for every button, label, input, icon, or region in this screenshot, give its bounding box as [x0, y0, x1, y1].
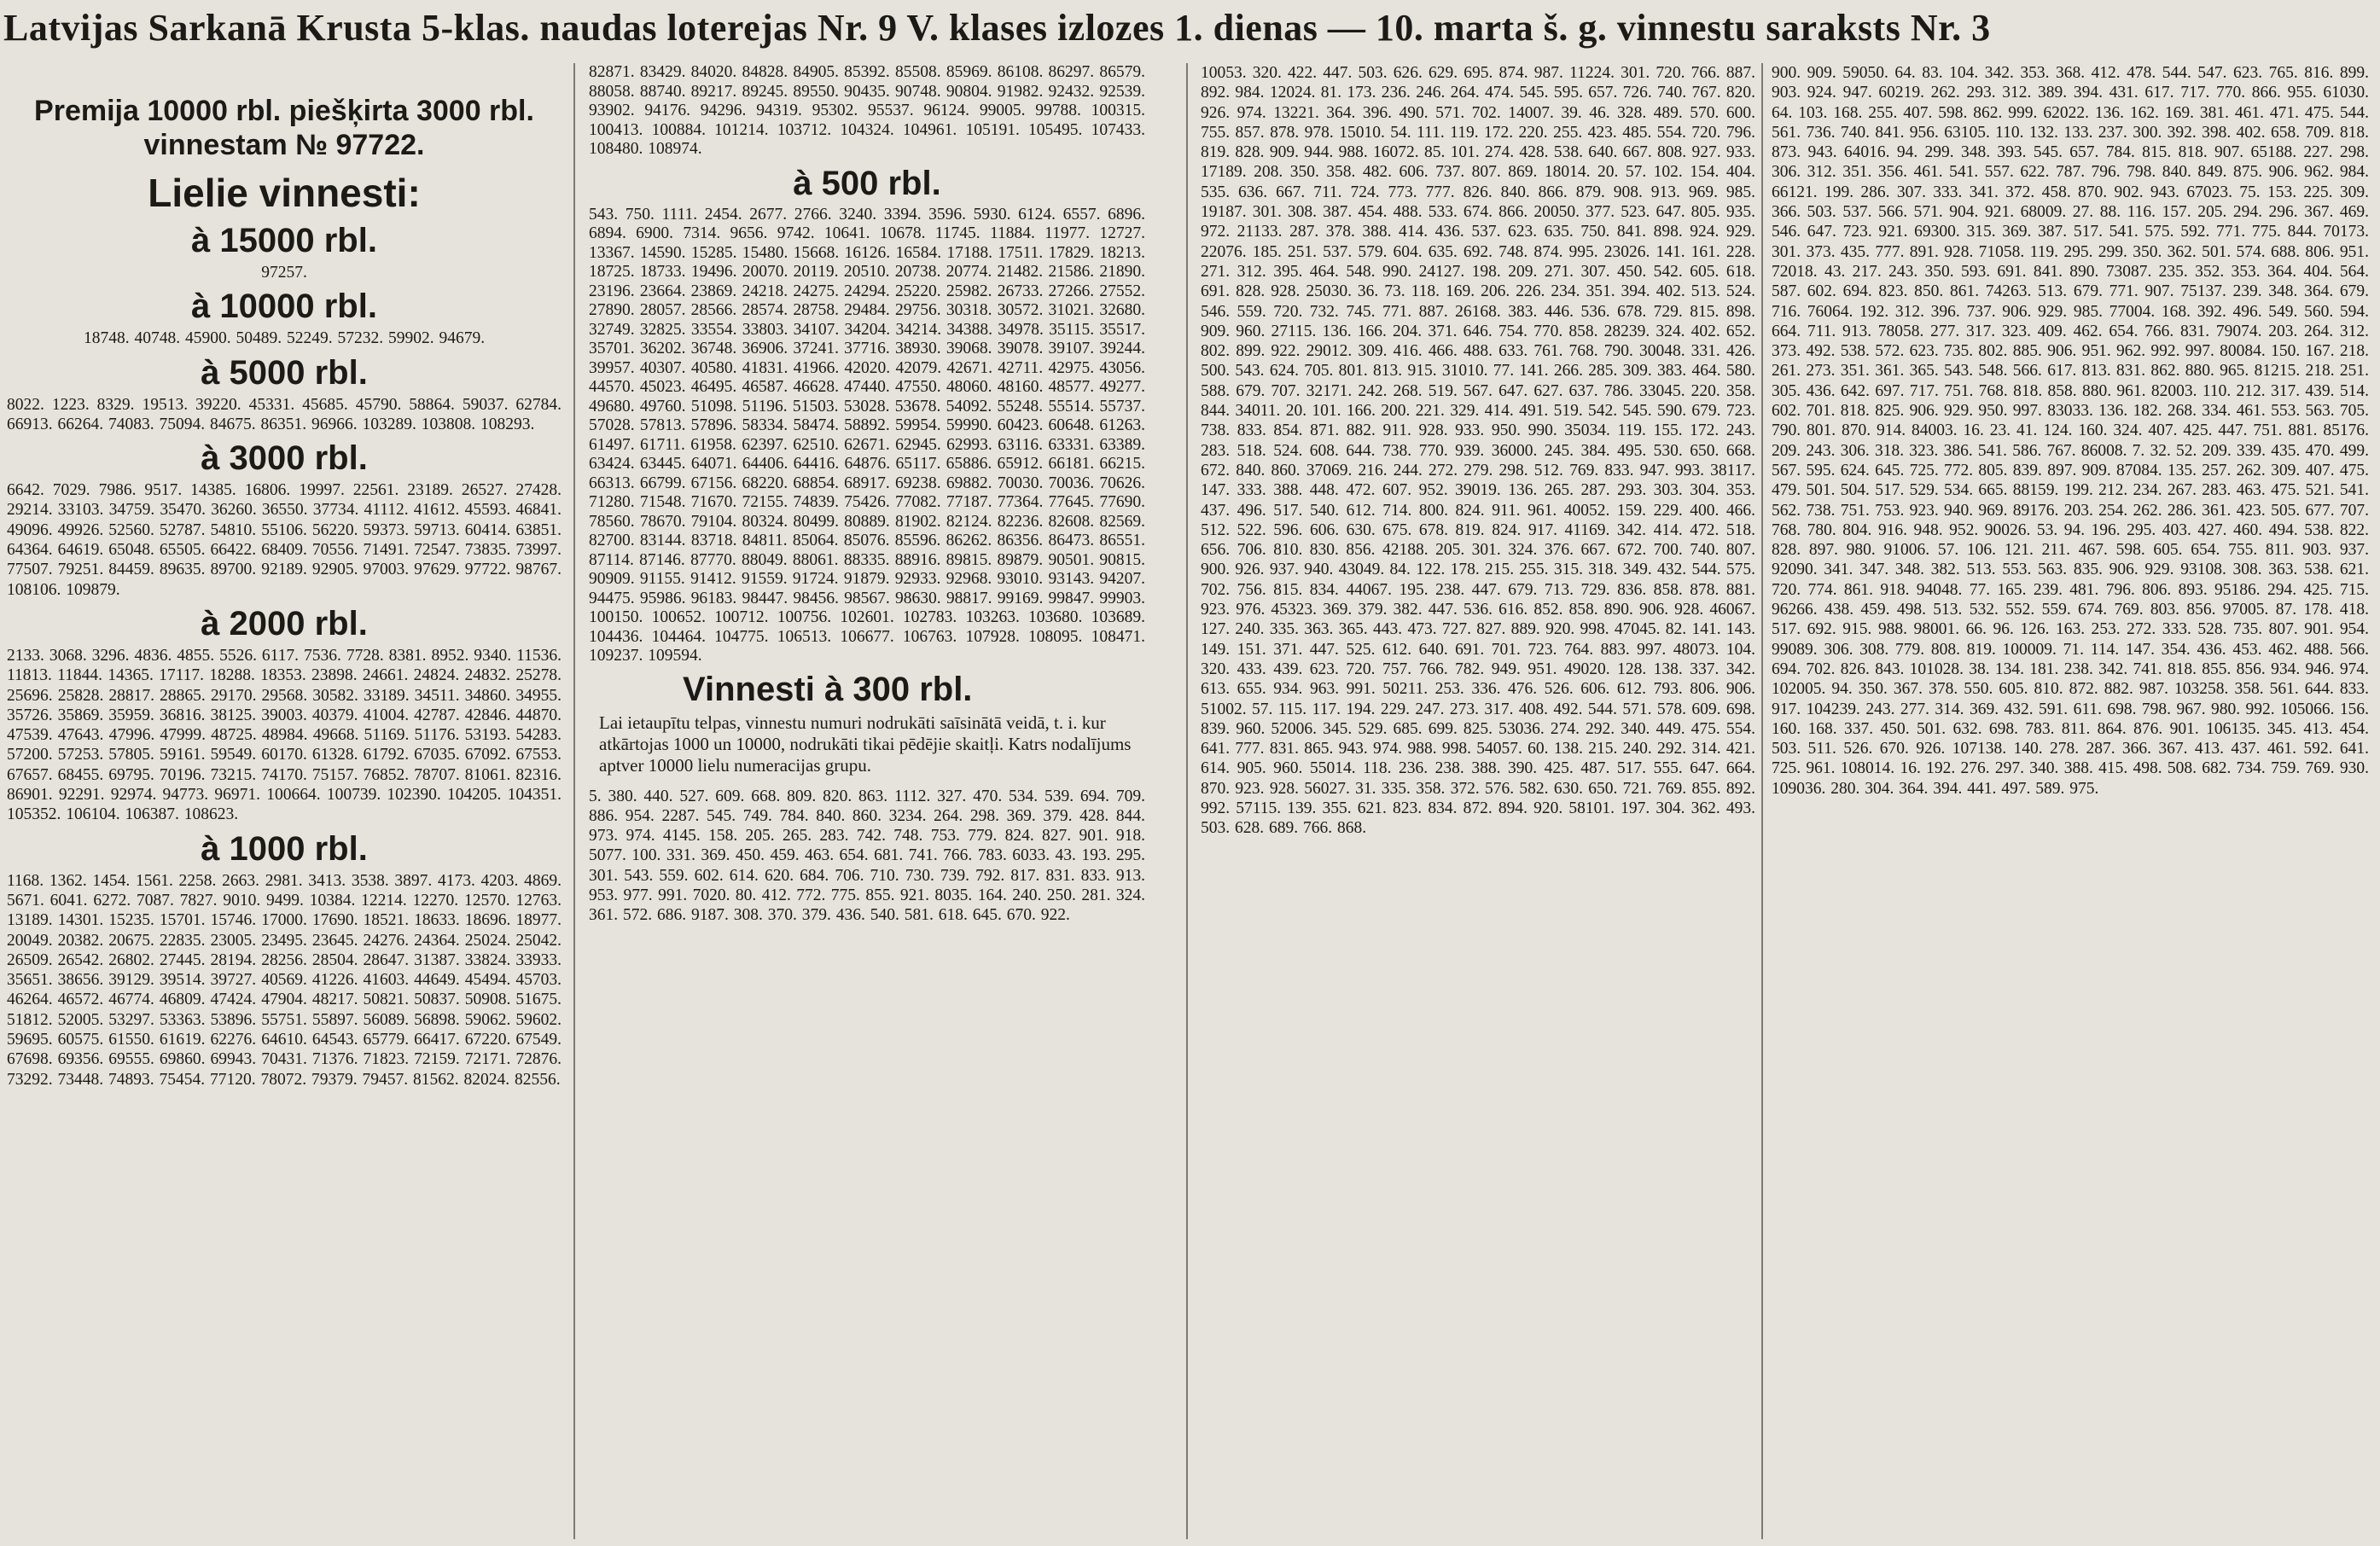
prize-numbers-2000: 2133. 3068. 3296. 4836. 4855. 5526. 6117. 7536. 7728. 8381. 8952. 9340. 11536. 11813. 11844. 14365. 17117. 18288. 18353. 23898. 24661. 24824. 24832. 25278. 25696. 25828. 28817. 28865. 29170. 29568. 30582. 33189. 34511. 34860. 34955. 35726. 35869. 35959. 36816. 38125. 39003. 40379. 41004. 42787. 42846. 44870. 47539. 47643. 47996. 47999. 48725. 48984. 49668. 51169. 51176. 53193. 54283. 57200. 57253. 57805. 59161. 59549. 60170. 61328. 61792. 67035. 67092. 67553. 67657. 68455. 69795. 70196. 73215. 74170. 75157. 76852. 78707. 81061. 82316. 86901. 92291. 92974. 94773. 96971. 100664. 100739. 102390. 104205. 104351. 105352. 106104. 106387. 108623.: [7, 646, 562, 824]
prize-numbers-15000: 97257.: [261, 264, 307, 282]
premium-notice: Premija 10000 rbl. piešķirta 3000 rbl. vinnestam № 97722.: [34, 95, 534, 161]
prize-heading-3000: à 3000 rbl.: [201, 439, 368, 478]
prize-heading-500: à 500 rbl.: [793, 164, 941, 202]
prize-numbers-500: 543. 750. 1111. 2454. 2677. 2766. 3240. 3394. 3596. 5930. 6124. 6557. 6896. 6894. 6900. 7314. 9656. 9742. 10641. 10678. 11745. 11884. 11977. 12727. 13367. 14590. 15285. 15480. 15668. 16126. 16584. 17188. 17511. 17829. 18213. 18725. 18733. 19496. 20070. 20119. 20510. 20738. 20774. 21482. 21586. 21890. 23196. 23664. 23869. 24218. 24275. 24294. 25220. 25982. 26733. 27266. 27552. 27890. 28057. 28566. 28574. 28758. 29484. 29756. 30318. 30572. 31021. 32680. 32749. 32825. 33554. 33803. 34107. 34204. 34214. 34388. 34978. 35115. 35517. 35701. 36202. 36748. 36906. 37241. 37716. 38930. 39068. 39078. 39107. 39244. 39957. 40307. 40580. 41831. 41966. 42020. 42079. 42671. 42711. 42975. 43056. 44570. 45023. 46495. 46587. 46628. 47440. 47550. 48060. 48160. 48577. 49277. 49680. 49760. 51098. 51196. 51503. 53028. 53678. 54092. 55248. 55514. 55737. 57028. 57813. 57896. 58334. 58474. 58892. 59954. 59990. 60423. 60648. 61263. 61497. 61711. 61958. 62397. 62510. 62671. 62945. 62993. 63116. 63331. 63389. 63424. 63445. 64071. 64406. 64416. 64876. 65117. 65886. 65912. 66181. 66215. 66313. 66799. 67156. 68220. 68854. 68917. 69238. 69882. 70030. 70036. 70626. 71280. 71548. 71670. 72155. 74839. 75426. 77082. 77187. 77364. 77645. 77690. 78560. 78670. 79104. 80324. 80499. 80889. 81902. 82124. 82236. 82608. 82569. 82700. 83144. 83718. 84811. 85064. 85076. 85596. 86262. 86356. 86473. 86551. 87114. 87146. 87770. 88049. 88061. 88335. 88916. 89815. 89879. 90501. 90815. 90909. 91155. 91412. 91559. 91724. 91879. 92933. 92968. 93010. 93143. 94207. 94475. 95986. 96183. 98447. 98456. 98567. 98630. 98817. 99169. 99847. 99903. 100150. 100652. 100712. 100756. 102601. 102783. 103263. 103680. 103689. 104436. 104464. 104775. 106513. 106677. 106763. 107928. 108095. 108471. 109237. 109594.: [589, 205, 1145, 665]
prize-numbers-10000: 18748. 40748. 45900. 50489. 52249. 57232. 59902. 94679.: [83, 329, 486, 348]
abbreviation-note: Lai ietaupītu telpas, vinnestu numuri nodrukāti saīsinātā veidā, t. i. kur atkārtojas 1000 un 10000, nodrukāti tikai pēdējie skaitļi. Katrs nodalījums aptver 10000 lielu numeracijas grupu.: [599, 712, 1132, 776]
prize-numbers-300-continued: 900. 909. 59050. 64. 83. 104. 342. 353. 368. 412. 478. 544. 547. 623. 765. 816. 899. 903. 924. 947. 60219. 262. 293. 312. 389. 394. 431. 617. 717. 770. 866. 955. 61030. 64. 103. 168. 255. 407. 598. 862. 999. 62022. 136. 162. 169. 381. 461. 471. 475. 544. 561. 736. 740. 841. 956. 63105. 110. 132. 133. 237. 300. 392. 398. 402. 658. 709. 818. 873. 943. 64016. 94. 299. 348. 393. 545. 657. 784. 815. 818. 907. 65188. 227. 298. 306. 312. 351. 356. 461. 541. 557. 622. 787. 796. 798. 840. 849. 875. 906. 962. 984. 66121. 199. 286. 307. 333. 341. 372. 458. 870. 902. 943. 67023. 75. 153. 225. 309. 366. 503. 537. 566. 571. 904. 921. 68009. 27. 88. 116. 157. 205. 294. 296. 367. 469. 546. 647. 723. 921. 69300. 315. 369. 387. 517. 541. 575. 592. 771. 775. 844. 70173. 301. 373. 435. 777. 891. 928. 71058. 119. 295. 299. 350. 362. 501. 574. 688. 806. 951. 72018. 43. 217. 243. 350. 593. 691. 841. 890. 73087. 235. 352. 353. 364. 404. 564. 587. 602. 694. 823. 850. 861. 74263. 513. 679. 771. 907. 75137. 239. 348. 364. 679. 716. 76064. 192. 312. 396. 737. 906. 929. 985. 77004. 168. 392. 496. 549. 560. 594. 664. 711. 913. 78058. 277. 317. 323. 409. 462. 654. 766. 831. 79074. 203. 264. 312. 373. 492. 538. 572. 623. 735. 802. 885. 906. 951. 962. 992. 997. 80084. 150. 167. 218. 261. 273. 351. 361. 365. 543. 548. 566. 617. 813. 831. 862. 880. 965. 81215. 218. 251. 305. 436. 642. 697. 717. 751. 768. 818. 858. 880. 961. 82003. 110. 212. 317. 439. 514. 602. 701. 818. 825. 906. 929. 950. 997. 83033. 136. 182. 268. 334. 461. 553. 563. 705. 790. 801. 870. 914. 84003. 16. 23. 41. 124. 160. 324. 407. 425. 447. 751. 881. 85176. 209. 243. 306. 318. 323. 386. 541. 586. 767. 86008. 7. 32. 52. 209. 339. 435. 470. 499. 567. 595. 624. 645. 725. 772. 805. 839. 897. 909. 87084. 135. 257. 262. 309. 407. 475. 479. 501. 504. 517. 529. 534. 665. 88159. 199. 212. 234. 267. 283. 463. 475. 521. 541. 562. 738. 751. 753. 923. 940. 969. 89176. 203. 254. 262. 286. 361. 423. 505. 677. 707. 768. 780. 804. 916. 948. 952. 90026. 53. 94. 196. 295. 403. 427. 460. 494. 538. 822. 828. 897. 980. 91006. 57. 106. 121. 211. 467. 598. 605. 654. 755. 811. 903. 937. 92090. 341. 347. 348. 382. 513. 553. 563. 835. 906. 929. 93108. 308. 363. 538. 621. 720. 774. 861. 918. 94048. 77. 165. 239. 481. 796. 806. 893. 95186. 294. 425. 715. 96266. 438. 459. 498. 513. 532. 552. 559. 674. 769. 803. 856. 97005. 87. 178. 418. 517. 692. 915. 988. 98001. 66. 96. 126. 163. 253. 272. 333. 528. 735. 807. 901. 954. 99089. 306. 308. 779. 808. 819. 100009. 71. 114. 147. 354. 436. 453. 462. 488. 566. 694. 702. 826. 843. 101028. 38. 134. 181. 238. 342. 741. 818. 855. 856. 934. 946. 974. 102005. 94. 350. 367. 378. 550. 605. 810. 872. 882. 987. 103258. 358. 561. 644. 833. 917. 104239. 243. 277. 314. 369. 432. 591. 611. 698. 798. 967. 980. 992. 105066. 156. 160. 168. 337. 450. 501. 632. 698. 783. 811. 864. 876. 901. 106135. 345. 413. 454. 503. 511. 526. 670. 926. 107138. 140. 278. 287. 366. 367. 413. 437. 461. 592. 641. 725. 961. 108014. 16. 192. 276. 297. 340. 388. 415. 498. 508. 682. 734. 759. 769. 930. 109036. 280. 304. 364. 394. 441. 497. 589. 975.: [1772, 64, 2369, 798]
prize-heading-5000: à 5000 rbl.: [201, 353, 368, 392]
column-300-prizes-a: [1201, 63, 1755, 1539]
prize-numbers-300-continued: 10053. 320. 422. 447. 503. 626. 629. 695. 874. 987. 11224. 301. 720. 766. 887. 892. 984. 12024. 81. 173. 236. 246. 264. 474. 545. 595. 657. 726. 740. 767. 820. 926. 974. 13221. 364. 396. 490. 571. 702. 14007. 39. 46. 328. 489. 570. 600. 755. 857. 878. 978. 15010. 54. 111. 119. 172. 220. 255. 423. 485. 554. 720. 796. 819. 828. 909. 944. 988. 16072. 85. 101. 274. 428. 538. 640. 667. 808. 927. 933. 17189. 208. 350. 358. 482. 606. 737. 807. 869. 18014. 20. 57. 102. 154. 404. 535. 636. 667. 711. 724. 773. 777. 826. 840. 866. 879. 908. 913. 969. 985. 19187. 301. 308. 387. 454. 488. 533. 674. 866. 20050. 377. 523. 647. 805. 935. 972. 21133. 287. 378. 388. 414. 436. 537. 623. 635. 750. 841. 898. 924. 929. 22076. 185. 251. 537. 579. 604. 635. 692. 748. 874. 995. 23026. 141. 161. 228. 271. 312. 395. 464. 548. 990. 24127. 198. 209. 271. 307. 450. 542. 605. 618. 691. 828. 928. 25030. 36. 73. 118. 169. 206. 226. 234. 351. 394. 402. 513. 524. 546. 559. 720. 732. 745. 771. 887. 26168. 383. 446. 536. 678. 729. 815. 898. 909. 960. 27115. 136. 166. 204. 371. 646. 754. 770. 858. 28239. 324. 402. 652. 802. 899. 922. 29012. 309. 416. 466. 488. 633. 761. 768. 790. 30048. 331. 426. 500. 543. 624. 705. 801. 813. 915. 31010. 77. 141. 266. 285. 309. 383. 464. 580. 588. 679. 707. 32171. 242. 268. 519. 567. 647. 627. 637. 786. 33045. 220. 358. 844. 34011. 20. 101. 166. 200. 221. 329. 414. 491. 519. 542. 545. 590. 679. 723. 738. 833. 854. 871. 882. 911. 928. 933. 950. 990. 35034. 119. 155. 172. 243. 283. 518. 524. 608. 644. 738. 770. 939. 36000. 245. 384. 495. 530. 650. 668. 672. 840. 860. 37069. 216. 244. 272. 279. 298. 512. 769. 833. 947. 993. 38117. 147. 333. 388. 448. 472. 607. 952. 39019. 136. 265. 287. 293. 303. 304. 353. 437. 496. 517. 540. 612. 714. 800. 824. 911. 961. 40052. 159. 229. 400. 466. 512. 522. 596. 606. 630. 675. 678. 819. 824. 917. 41169. 342. 414. 472. 518. 656. 706. 810. 830. 856. 42188. 205. 301. 324. 376. 667. 672. 700. 740. 807. 900. 926. 937. 940. 43049. 84. 122. 178. 215. 255. 315. 318. 349. 432. 544. 575. 702. 756. 815. 834. 44067. 195. 238. 447. 679. 713. 729. 836. 858. 878. 881. 923. 976. 45323. 369. 379. 382. 447. 536. 616. 852. 858. 890. 906. 928. 46067. 127. 240. 335. 363. 365. 443. 473. 727. 827. 889. 920. 998. 47045. 82. 141. 143. 149. 151. 371. 447. 525. 612. 640. 691. 701. 723. 764. 883. 997. 48073. 104. 320. 433. 439. 623. 720. 757. 766. 782. 949. 951. 49020. 128. 138. 337. 342. 613. 655. 934. 963. 991. 50211. 253. 336. 476. 526. 606. 612. 793. 806. 906. 51002. 57. 115. 117. 194. 229. 247. 273. 317. 408. 492. 544. 571. 578. 609. 698. 839. 960. 52006. 345. 529. 685. 699. 825. 53036. 274. 292. 340. 449. 475. 554. 641. 777. 831. 865. 943. 974. 988. 998. 54057. 60. 138. 215. 240. 292. 314. 421. 614. 905. 960. 55014. 118. 236. 238. 388. 390. 425. 487. 517. 555. 647. 664. 870. 923. 928. 56027. 31. 335. 358. 372. 576. 582. 630. 650. 721. 769. 855. 892. 992. 57115. 139. 355. 621. 823. 834. 872. 894. 920. 58101. 197. 304. 362. 493. 503. 628. 689. 766. 868.: [1201, 64, 1755, 838]
prize-heading-2000: à 2000 rbl.: [201, 604, 368, 642]
prize-numbers-3000: 6642. 7029. 7986. 9517. 14385. 16806. 19997. 22561. 23189. 26527. 27428. 29214. 33103. 34759. 35470. 36260. 36550. 37734. 41112. 41612. 45593. 46841. 49096. 49926. 52560. 52787. 54810. 55106. 56220. 59373. 59713. 60414. 63851. 64364. 64619. 65048. 65505. 66422. 68409. 70556. 71491. 72547. 73835. 73997. 77507. 79251. 84459. 89635. 89700. 92189. 92905. 97003. 97629. 97722. 98767. 108106. 109879.: [7, 481, 562, 599]
large-prizes-heading: Lielie vinnesti:: [148, 171, 421, 215]
prize-heading-15000: à 15000 rbl.: [191, 222, 377, 259]
prize-heading-300: Vinnesti à 300 rbl.: [683, 670, 973, 708]
page-headline: Latvijas Sarkanā Krusta 5-klas. naudas loterejas Nr. 9 V. klases izlozes 1. dienas — 10. marta š. g. vinnestu saraksts Nr. 3: [3, 7, 1991, 49]
prize-numbers-300: 5. 380. 440. 527. 609. 668. 809. 820. 863. 1112. 327. 470. 534. 539. 694. 709. 886. 954. 2287. 545. 749. 784. 840. 860. 3234. 264. 298. 369. 379. 428. 844. 973. 974. 4145. 158. 205. 265. 283. 742. 748. 753. 779. 824. 827. 901. 918. 5077. 100. 331. 369. 450. 459. 463. 654. 681. 741. 766. 783. 6033. 43. 193. 295. 301. 543. 559. 602. 614. 620. 684. 706. 710. 730. 739. 792. 817. 831. 833. 913. 953. 977. 991. 7020. 80. 412. 772. 775. 855. 921. 8035. 164. 240. 250. 281. 324. 361. 572. 686. 9187. 308. 370. 379. 436. 540. 581. 618. 645. 670. 922.: [589, 787, 1145, 925]
column-rule: [573, 63, 575, 1539]
column-300-prizes-b: [1772, 63, 2369, 1539]
prize-heading-10000: à 10000 rbl.: [191, 288, 377, 326]
column-500-300-prizes: [589, 63, 1145, 1539]
column-large-prizes: [7, 63, 562, 1539]
prize-numbers-1000: 1168. 1362. 1454. 1561. 2258. 2663. 2981. 3413. 3538. 3897. 4173. 4203. 4869. 5671. 6041. 6272. 7087. 7827. 9010. 9499. 10384. 12214. 12270. 12570. 12763. 13189. 14301. 15235. 15701. 15746. 17000. 17690. 18521. 18633. 18696. 18977. 20049. 20382. 20675. 22835. 23005. 23495. 23645. 24276. 24364. 25024. 25042. 26509. 26542. 26802. 27445. 28194. 28256. 28504. 28647. 31387. 33824. 33933. 35651. 38656. 39129. 39514. 39727. 40569. 41226. 41603. 44649. 45494. 45703. 46264. 46572. 46774. 46809. 47424. 47904. 48217. 50821. 50837. 50908. 51675. 51812. 52005. 53297. 53363. 53896. 55751. 55897. 56089. 56898. 59062. 59602. 59695. 60575. 61550. 61619. 62276. 64610. 64543. 65779. 66417. 67220. 67549. 67698. 69356. 69555. 69860. 69943. 70431. 71376. 71823. 72159. 72171. 72876. 73292. 73448. 74893. 75454. 77120. 78072. 79379. 79457. 81562. 82024. 82556.: [7, 871, 562, 1089]
column-rule: [1761, 63, 1763, 1539]
prize-numbers-1000-continued: 82871. 83429. 84020. 84828. 84905. 85392. 85508. 85969. 86108. 86297. 86579. 88058. 88740. 89217. 89245. 89550. 90435. 90748. 90804. 91982. 92432. 92539. 93902. 94176. 94296. 94319. 95302. 95537. 96124. 99005. 99788. 100315. 100413. 100884. 101214. 103712. 104324. 104961. 105191. 105495. 107433. 108480. 108974.: [589, 63, 1145, 158]
column-rule: [1186, 63, 1188, 1539]
prize-heading-1000: à 1000 rbl.: [201, 829, 368, 868]
prize-numbers-5000: 8022. 1223. 8329. 19513. 39220. 45331. 45685. 45790. 58864. 59037. 62784. 66913. 66264. 74083. 75094. 84675. 86351. 96966. 103289. 103808. 108293.: [7, 395, 562, 433]
